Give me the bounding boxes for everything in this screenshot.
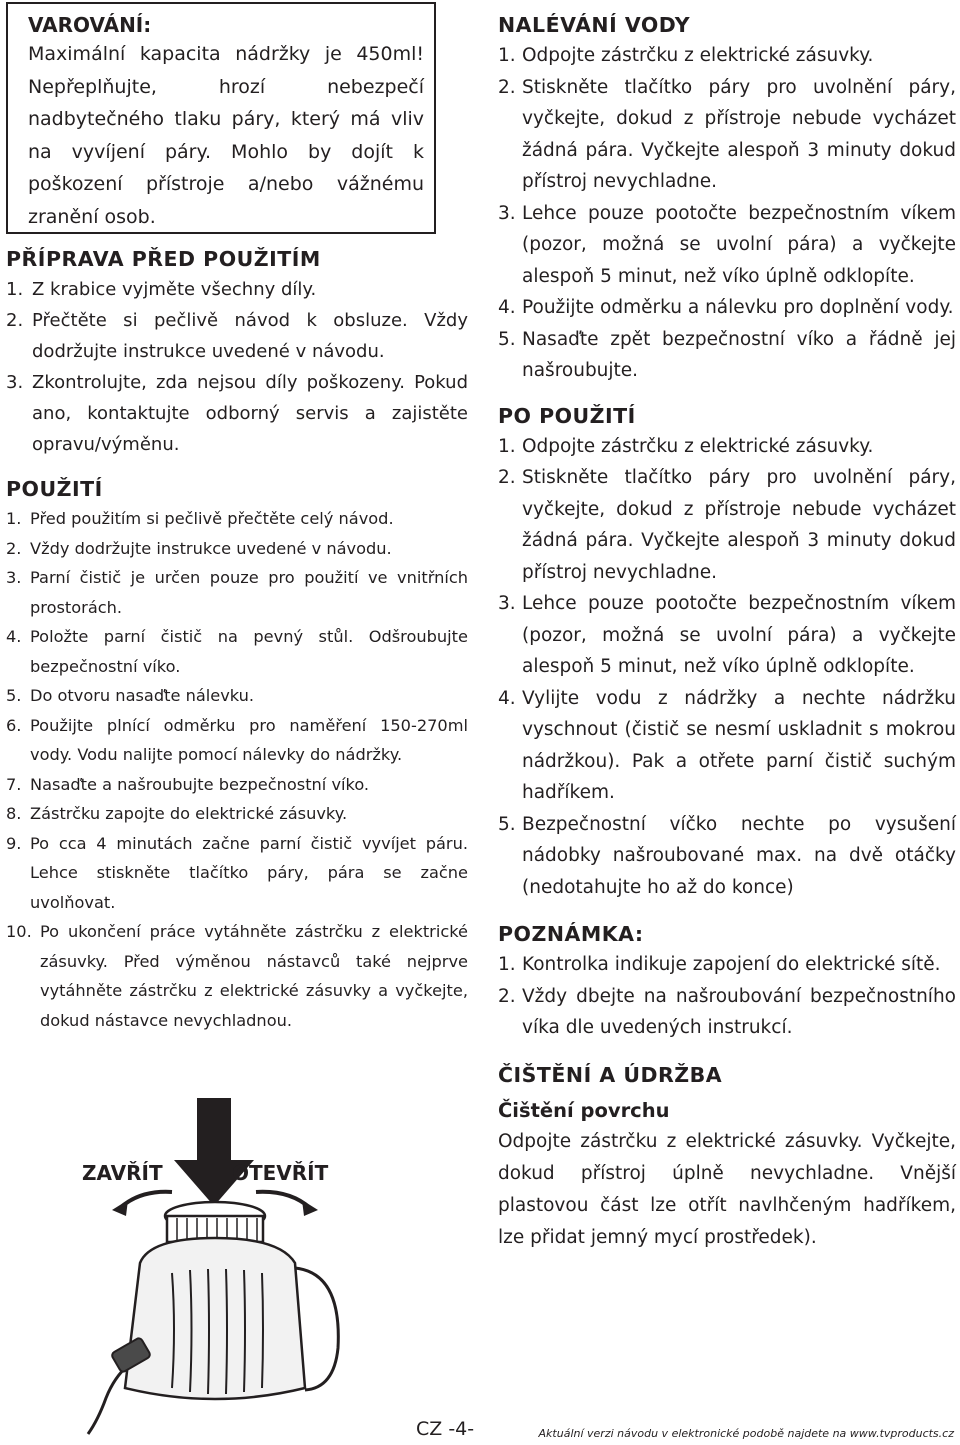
- note-list: [498, 949, 956, 1044]
- left-column: [6, 0, 468, 1035]
- list-item: 1. Před použitím si pečlivě přečtěte celý návod.: [6, 509, 394, 528]
- water-heading: NALÉVÁNÍ VODY: [498, 13, 691, 37]
- right-column: [498, 0, 956, 1254]
- list-item: 8. Zástrčku zapojte do elektrické zásuvky.: [6, 804, 348, 823]
- use-heading: POUŽITÍ: [6, 477, 103, 501]
- list-item: 4. Vylijte vodu z nádržky a nechte nádržku vyschnout (čistič se nesmí uskladnit s mokrou nádržkou). Pak a otřete parní čistič suchým hadříkem.: [498, 687, 956, 803]
- after-use-heading: PO POUŽITÍ: [498, 403, 636, 428]
- water-list: [498, 40, 956, 387]
- list-item: 3. Lehce pouze pootočte bezpečnostním víkem (pozor, možná se uvolní pára) a vyčkejte alespoň 5 minut, než víko úplně odklopíte.: [498, 593, 956, 677]
- list-item: 2. Stiskněte tlačítko páry pro uvolnění páry, vyčkejte, dokud z přístroje nebude vycházet žádná pára. Vyčkejte alespoň 3 minuty dokud přístroj nevychladne.: [498, 76, 956, 192]
- open-label: OTEVŘÍT: [232, 1161, 329, 1185]
- list-item: 9. Po cca 4 minutách začne parní čistič vyvíjet páru. Lehce stiskněte tlačítko páry, pára se začne uvolňovat.: [6, 833, 468, 912]
- list-item: 1. Z krabice vyjměte všechny díly.: [6, 279, 317, 300]
- warning-box: [6, 2, 436, 234]
- arrow-down-icon: [174, 1098, 254, 1206]
- steam-cleaner-drawing: [80, 1098, 350, 1438]
- warning-title: VAROVÁNÍ:: [28, 13, 152, 37]
- list-item: 7. Nasaďte a našroubujte bezpečnostní víko.: [6, 774, 370, 794]
- list-item: 10. Po ukončení práce vytáhněte zástrčku z elektrické zásuvky. Před výměnou nástavců také nejprve vytáhněte zástrčku z elektrické zásuvky a vyčkejte, dokud nástavce nevychladnou.: [6, 922, 468, 1030]
- use-list: [6, 504, 468, 1035]
- list-item: 6. Použijte plnící odměrku pro naměření 150-270ml vody. Vodu nalijte pomocí nálevky do nádržky.: [6, 715, 468, 764]
- page-number: CZ -4-: [416, 1418, 475, 1440]
- prep-heading: PŘÍPRAVA PŘED POUŽITÍM: [6, 247, 321, 271]
- steam-cleaner-illustration: [80, 1098, 350, 1438]
- list-item: 3. Lehce pouze pootočte bezpečnostním víkem (pozor, možná se uvolní pára) a vyčkejte alespoň 5 minut, než víko úplně odklopíte.: [498, 202, 956, 287]
- footer-note: Aktuální verzi návodu v elektronické podobě najdete na www.tvproducts.cz: [538, 1427, 954, 1440]
- cleaning-heading: ČIŠTĚNÍ A ÚDRŽBA: [498, 1062, 723, 1087]
- rotate-left-arrow-icon: [120, 1192, 172, 1208]
- list-item: 2. Přečtěte si pečlivě návod k obsluze. Vždy dodržujte instrukce uvedené v návodu.: [6, 310, 468, 362]
- prep-list: [6, 274, 468, 460]
- list-item: 3. Parní čistič je určen pouze pro použití ve vnitřních prostorách.: [6, 568, 468, 617]
- list-item: 1. Odpojte zástrčku z elektrické zásuvky.: [498, 45, 874, 66]
- list-item: 4. Položte parní čistič na pevný stůl. Odšroubujte bezpečnostní víko.: [6, 627, 468, 676]
- list-item: 5. Bezpečnostní víčko nechte po vysušení nádobky našroubované max. na dvě otáčky (nedotahujte ho až do konce): [498, 813, 956, 898]
- list-item: 2. Stiskněte tlačítko páry pro uvolnění páry, vyčkejte, dokud z přístroje nebude vycházet žádná pára. Vyčkejte alespoň 3 minuty dokud přístroj nevychladne.: [498, 467, 956, 583]
- cleaning-subheading: Čištění povrchu: [498, 1098, 670, 1122]
- list-item: 5. Do otvoru nasaďte nálevku.: [6, 686, 255, 705]
- list-item: 3. Zkontrolujte, zda nejsou díly poškozeny. Pokud ano, kontaktujte odborný servis a zajistěte opravu/výměnu.: [6, 372, 468, 455]
- list-item: 1. Odpojte zástrčku z elektrické zásuvky.: [498, 435, 874, 457]
- cleaning-text: Odpojte zástrčku z elektrické zásuvky. Vyčkejte, dokud přístroj úplně nevychladne. Vnější plastovou část lze otřít navlhčeným hadříkem, lze přidat jemný mycí prostředek).: [498, 1130, 956, 1248]
- list-item: 2. Vždy dbejte na našroubování bezpečnostního víka dle uvedených instrukcí.: [498, 985, 956, 1038]
- after-use-list: [498, 431, 956, 904]
- close-label: ZAVŘÍT: [82, 1161, 163, 1185]
- list-item: 1. Kontrolka indikuje zapojení do elektrické sítě.: [498, 954, 941, 975]
- list-item: 4. Použijte odměrku a nálevku pro doplnění vody.: [498, 297, 954, 318]
- list-item: 5. Nasaďte zpět bezpečnostní víko a řádně jej našroubujte.: [498, 328, 956, 381]
- warning-text: Maximální kapacita nádržky je 450ml! Nepřeplňujte, hrozí nebezpečí nadbytečného tlaku páry, který má vliv na vyvíjení páry. Mohlo by dojít k poškození přístroje a/nebo vážnému zranění osob.: [28, 43, 424, 228]
- note-heading: POZNÁMKA:: [498, 922, 644, 946]
- list-item: 2. Vždy dodržujte instrukce uvedené v návodu.: [6, 538, 392, 558]
- rotate-right-arrow-icon: [256, 1192, 310, 1208]
